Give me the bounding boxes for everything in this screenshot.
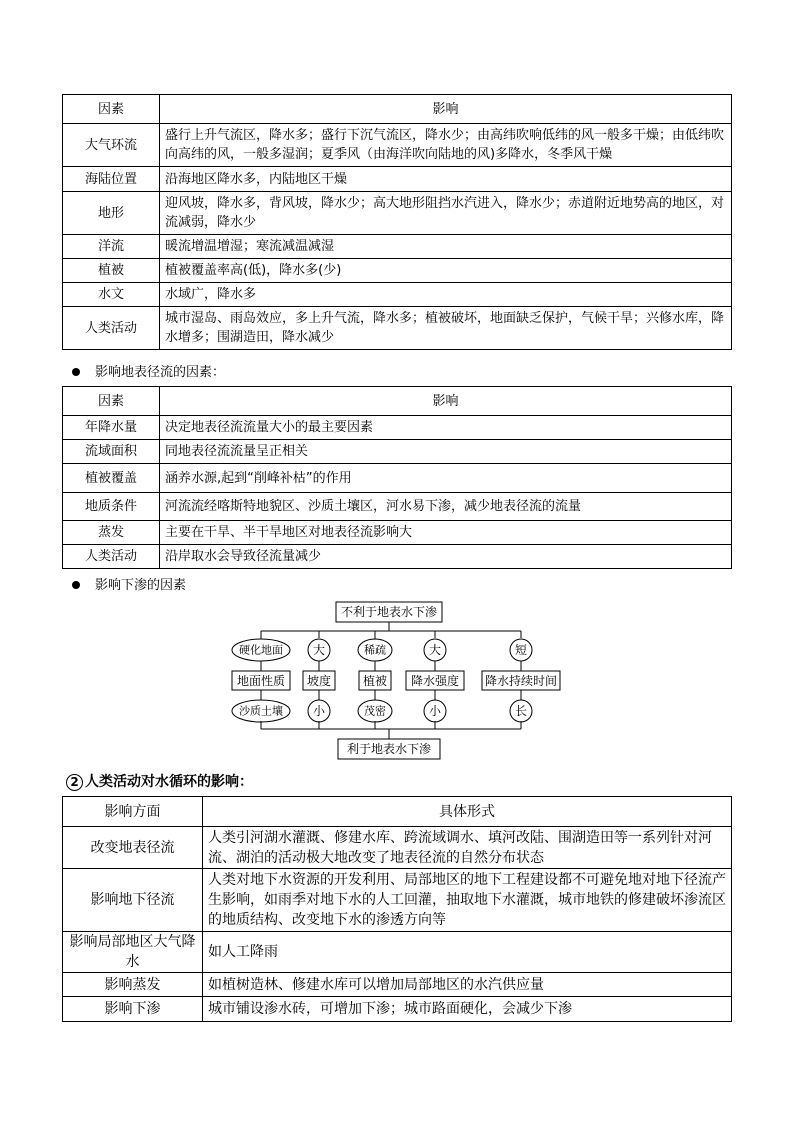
effect-cell: 暖流增温增湿；寒流减温减湿: [160, 235, 732, 259]
down-label: 小: [428, 704, 442, 718]
table-row: [63, 545, 732, 569]
factor-cell: 大气环流: [63, 124, 160, 167]
effect-cell: 河流流经喀斯特地貌区、沙质土壤区，河水易下渗，减少地表径流的流量: [160, 493, 732, 521]
bottom-label: 利于地表水下渗: [346, 742, 432, 756]
table-header-row: [63, 797, 732, 827]
factor-label: 植被: [362, 674, 388, 688]
factor-cell: 人类活动: [63, 307, 160, 350]
down-label: 长: [514, 704, 528, 718]
bullet-text: 影响下渗的因素: [95, 578, 187, 593]
effect-cell: 决定地表径流流量大小的最主要因素: [160, 416, 732, 440]
effect-cell: 植被覆盖率高(低)，降水多(少): [160, 259, 732, 283]
header-cell: 因素: [63, 95, 160, 124]
table-row: [63, 124, 732, 167]
section-heading: [66, 771, 253, 791]
up-label: 短: [514, 643, 528, 657]
form-cell: 如人工降雨: [203, 932, 732, 973]
effect-cell: 涵养水源,起到“削峰补枯”的作用: [160, 464, 732, 493]
form-cell: 人类对地下水资源的开发利用、局部地区的地下工程建设都不可避免地对地下径流产生影响，如雨季对地下水的人工回灌，抽取地下水灌溉，城市地铁的修建破坏渗流区的地质结构、改变地下水的渗透方向等: [203, 869, 732, 932]
table-row: [63, 464, 732, 493]
factor-label: 地面性质: [236, 674, 286, 688]
header-cell: 影响: [160, 387, 732, 416]
factor-cell: 植被覆盖: [63, 464, 160, 493]
factor-label: 降水持续时间: [484, 674, 558, 688]
table-row: [63, 827, 732, 869]
header-cell: 影响: [160, 95, 732, 124]
form-cell: 城市铺设渗水砖，可增加下渗；城市路面硬化，会减少下渗: [203, 997, 732, 1022]
table-row: [63, 167, 732, 192]
table-row: [63, 307, 732, 350]
aspect-cell: 改变地表径流: [63, 827, 203, 869]
bullet-text: 影响地表径流的因素：: [95, 365, 226, 380]
factor-cell: 地形: [63, 192, 160, 235]
table-header-row: [63, 387, 732, 416]
effect-cell: 迎风坡，降水多，背风坡，降水少；高大地形阻挡水汽进入，降水少；赤道附近地势高的地区，对流减弱，降水少: [160, 192, 732, 235]
infiltration-diagram: [0, 596, 794, 766]
heading-text: 人类活动对水循环的影响：: [85, 774, 253, 790]
aspect-cell: 影响蒸发: [63, 973, 203, 997]
table-row: [63, 973, 732, 997]
form-cell: 如植树造林、修建水库可以增加局部地区的水汽供应量: [203, 973, 732, 997]
runoff-factors-table: [62, 386, 732, 569]
table-row: [63, 521, 732, 545]
header-cell: 具体形式: [203, 797, 732, 827]
factor-cell: 海陆位置: [63, 167, 160, 192]
header-cell: 影响方面: [63, 797, 203, 827]
factor-cell: 地质条件: [63, 493, 160, 521]
factor-cell: 流域面积: [63, 440, 160, 464]
top-label: 不利于地表水下渗: [340, 605, 438, 619]
table-row: [63, 932, 732, 973]
factor-cell: 洋流: [63, 235, 160, 259]
aspect-cell: 影响局部地区大气降水: [63, 932, 203, 973]
table-header-row: [63, 95, 732, 124]
effect-cell: 同地表径流流量呈正相关: [160, 440, 732, 464]
factor-cell: 年降水量: [63, 416, 160, 440]
circled-number: 2: [66, 774, 83, 791]
effect-cell: 沿岸取水会导致径流量减少: [160, 545, 732, 569]
effect-cell: 城市湿岛、雨岛效应，多上升气流，降水多；植被破坏，地面缺乏保护，气候干旱；兴修水库，降水增多；围湖造田，降水减少: [160, 307, 732, 350]
effect-cell: 盛行上升气流区，降水多；盛行下沉气流区，降水少；由高纬吹响低纬的风一般多干燥；由低纬吹向高纬的风，一般多湿润；夏季风（由海洋吹向陆地的风)多降水，冬季风干燥: [160, 124, 732, 167]
table-row: [63, 192, 732, 235]
aspect-cell: 影响地下径流: [63, 869, 203, 932]
table-row: [63, 997, 732, 1022]
aspect-cell: 影响下渗: [63, 997, 203, 1022]
effect-cell: 沿海地区降水多，内陆地区干燥: [160, 167, 732, 192]
table-row: [63, 416, 732, 440]
table-row: [63, 283, 732, 307]
factor-label: 降水强度: [410, 674, 460, 688]
human-activity-table: [62, 796, 732, 1022]
bullet-dot-icon: [72, 581, 80, 589]
factor-label: 坡度: [306, 674, 332, 688]
bullet-infiltration-factors: [72, 574, 186, 593]
factor-cell: 蒸发: [63, 521, 160, 545]
factor-cell: 水文: [63, 283, 160, 307]
down-label: 茂密: [364, 704, 386, 718]
form-cell: 人类引河湖水灌溉、修建水库、跨流域调水、填河改陆、围湖造田等一系列针对河流、湖泊的活动极大地改变了地表径流的自然分布状态: [203, 827, 732, 869]
up-label: 硬化地面: [239, 643, 283, 657]
bullet-dot-icon: [72, 368, 80, 376]
precipitation-factors-table: [62, 94, 732, 350]
up-label: 大: [312, 643, 326, 657]
table-row: [63, 235, 732, 259]
bullet-runoff-factors: [72, 361, 225, 380]
effect-cell: 主要在干旱、半干旱地区对地表径流影响大: [160, 521, 732, 545]
up-label: 稀疏: [364, 643, 386, 657]
table-row: [63, 493, 732, 521]
up-label: 大: [428, 643, 442, 657]
table-row: [63, 259, 732, 283]
header-cell: 因素: [63, 387, 160, 416]
down-label: 小: [312, 704, 326, 718]
table-row: [63, 440, 732, 464]
table-row: [63, 869, 732, 932]
effect-cell: 水域广，降水多: [160, 283, 732, 307]
down-label: 沙质土壤: [239, 704, 283, 718]
factor-cell: 人类活动: [63, 545, 160, 569]
factor-cell: 植被: [63, 259, 160, 283]
